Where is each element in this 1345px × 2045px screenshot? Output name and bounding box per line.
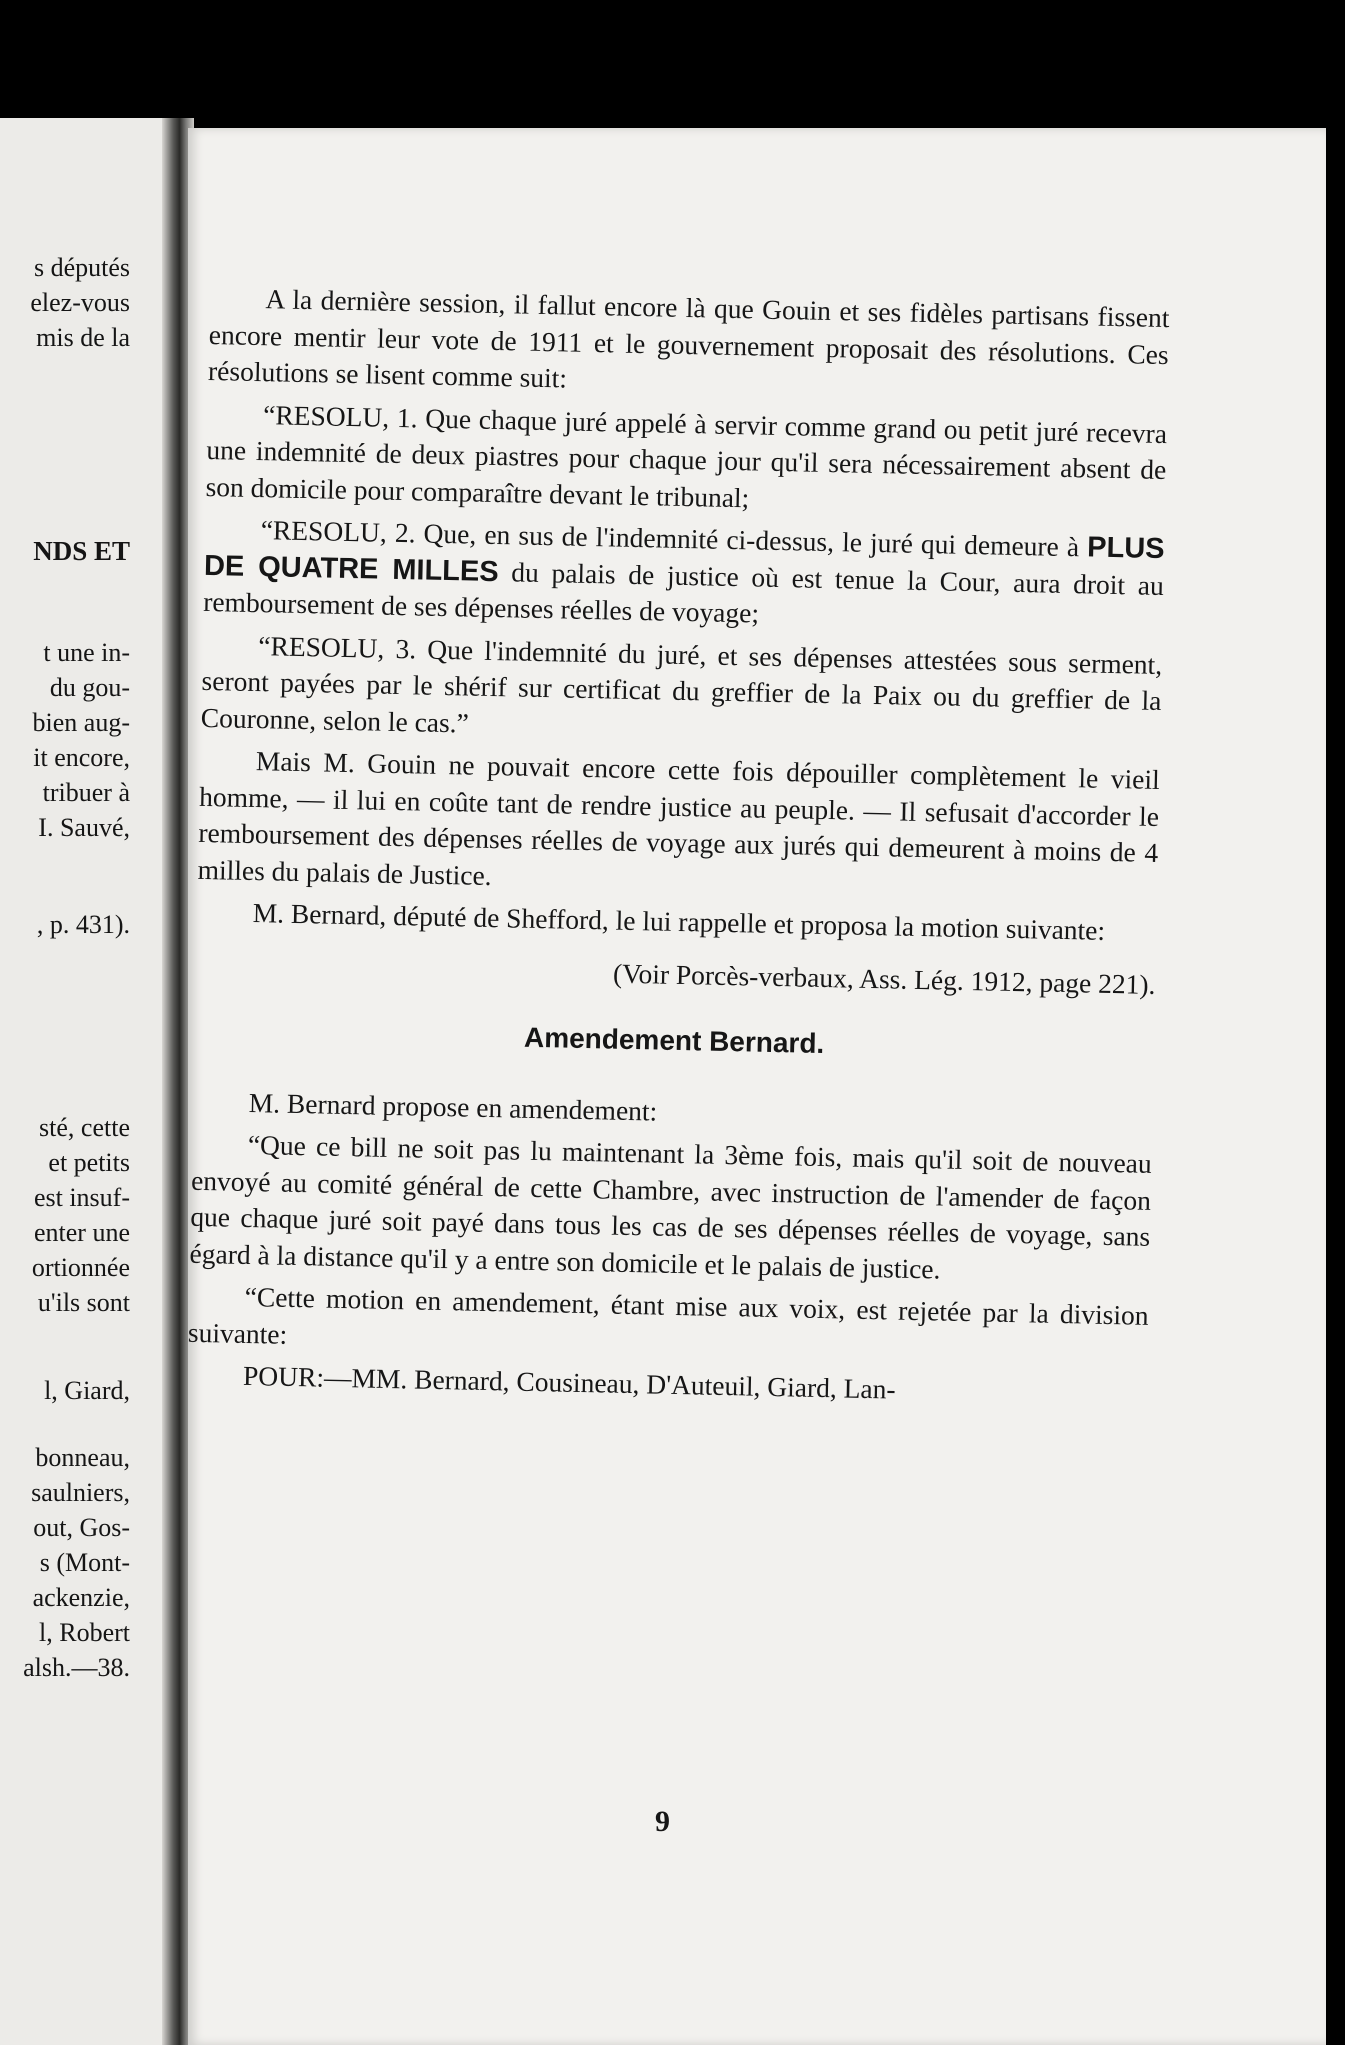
page-number: 9 <box>655 1805 670 1838</box>
resolution-1: “RESOLU, 1. Que chaque juré appelé à servir comme grand ou petit juré recevra une indemnité de deux piastres pour chaque jour qu'il sera nécessairement absent de son domicile pour comparaître devant le tribunal; <box>205 398 1168 513</box>
paragraph: M. Bernard, député de Shefford, le lui rappelle et proposa la motion suivante: <box>252 897 1106 946</box>
left-fragment: , p. 431). <box>36 910 130 939</box>
left-fragment: tribuer à <box>42 778 130 807</box>
emphasis-text: PLUS DE QUATRE MILLES <box>203 531 1165 588</box>
left-fragment: it encore, <box>33 743 130 772</box>
paragraph: A la dernière session, il fallut encore là que Gouin et ses fidèles partisans fissent encore mentir leur vote de 1911 et le gouvernement proposait des résolutions. Ces résolutions se lisent comme suit: <box>207 283 1170 394</box>
left-fragment: ackenzie, <box>32 1583 130 1612</box>
resolution-2-text-end: du palais de justice où est tenue la Cour, aura droit au remboursement de ses dépenses réelles de voyage; <box>202 555 1165 629</box>
reference-citation: (Voir Porcès-verbaux, Ass. Lég. 1912, page 221). <box>612 957 1156 1000</box>
left-fragment: enter une <box>33 1218 130 1247</box>
left-fragment: s députés <box>33 253 130 282</box>
section-heading: Amendement Bernard. <box>523 1021 825 1060</box>
left-page <box>0 118 178 2045</box>
vote-list: POUR:—MM. Bernard, Cousineau, D'Auteuil, Giard, Lan- <box>242 1359 896 1405</box>
left-fragment: sté, cette <box>39 1113 130 1142</box>
left-fragment: out, Gos- <box>33 1513 130 1542</box>
left-fragment: mis de la <box>36 323 130 352</box>
left-fragment: bien aug- <box>32 708 130 737</box>
resolution-2-text: “RESOLU, 2. Que, en sus de l'indemnité ci-dessus, le juré qui demeure à <box>260 514 1088 563</box>
left-fragment: u'ils sont <box>37 1288 130 1317</box>
resolution-2 <box>203 511 1165 641</box>
page-text <box>187 280 1170 1419</box>
resolution-3: “RESOLU, 3. Que l'indemnité du juré, et ses dépenses attestées sous serment, seront payées par le shérif sur certificat du greffier de la Paix ou du greffier de la Couronne, selon le cas.” <box>200 629 1163 739</box>
paragraph: M. Bernard propose en amendement: <box>248 1086 658 1127</box>
left-fragment: ortionnée <box>31 1253 130 1282</box>
left-fragment: l, Giard, <box>44 1376 130 1405</box>
left-fragment-heading: NDS ET <box>33 536 130 566</box>
amendment-text: “Que ce bill ne soit pas lu maintenant la 3ème fois, mais qu'il soit de nouveau envoyé au comité général de cette Chambre, avec instruction de l'amender de façon que chaque juré soit payé dans tous les cas de ses dépenses réelles de voyage, sans égard à la distance qu'il y a entre son domicile et le palais de justice. <box>189 1128 1153 1285</box>
left-fragment: I. Sauvé, <box>38 813 130 842</box>
left-fragment: et petits <box>48 1148 130 1177</box>
left-fragment: l, Robert <box>39 1618 130 1647</box>
left-fragment: bonneau, <box>35 1443 130 1472</box>
left-fragment: t une in- <box>43 638 130 667</box>
left-fragment: elez-vous <box>30 288 130 317</box>
left-fragment: est insuf- <box>33 1183 130 1212</box>
left-fragment: s (Mont- <box>39 1548 130 1577</box>
paragraph: “Cette motion en amendement, étant mise aux voix, est rejetée par la division suivante: <box>187 1280 1149 1350</box>
paragraph: Mais M. Gouin ne pouvait encore cette fois dépouiller complètement le vieil homme, — il lui en coûte tant de rendre justice au peuple. — Il sefusait d'accorder le remboursement des dépenses réelles de voyage aux jurés qui demeurent à moins de 4 milles du palais de Justice. <box>197 745 1161 891</box>
left-fragment: du gou- <box>49 673 130 702</box>
left-fragment: saulniers, <box>31 1478 130 1507</box>
left-fragment: alsh.—38. <box>23 1653 130 1682</box>
